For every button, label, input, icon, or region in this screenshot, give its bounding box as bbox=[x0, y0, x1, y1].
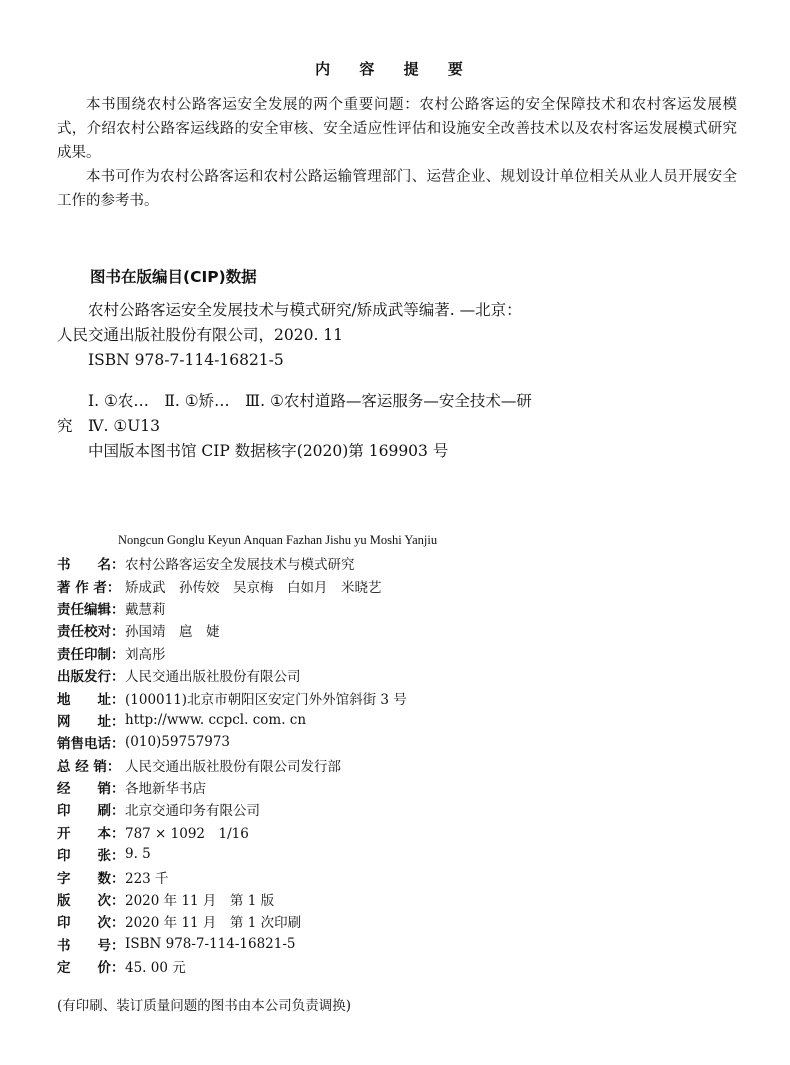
colophon-label: 书 号： bbox=[57, 937, 125, 954]
colophon-value: 人民交通出版社股份有限公司 bbox=[125, 669, 301, 686]
colophon-value: 刘高彤 bbox=[125, 646, 166, 663]
colophon-row bbox=[57, 933, 757, 955]
colophon-label: 定 价： bbox=[57, 960, 125, 977]
colophon-value: ISBN 978-7-114-16821-5 bbox=[125, 935, 296, 952]
colophon-label: 经 销： bbox=[57, 781, 125, 798]
colophon-label: 网 址： bbox=[57, 713, 125, 730]
colophon-row bbox=[57, 642, 757, 664]
colophon-label: 出版发行： bbox=[57, 669, 125, 686]
colophon-table bbox=[57, 552, 757, 977]
colophon-value: 223 千 bbox=[125, 870, 169, 887]
colophon-row bbox=[57, 888, 757, 910]
colophon-row bbox=[57, 552, 757, 574]
colophon-row bbox=[57, 574, 757, 596]
cip-isbn: ISBN 978-7-114-16821-5 bbox=[88, 351, 284, 369]
colophon-row bbox=[57, 776, 757, 798]
colophon-value: 北京交通印务有限公司 bbox=[125, 803, 260, 820]
colophon-label: 责任校对： bbox=[57, 624, 125, 641]
colophon-label: 责任编辑： bbox=[57, 601, 125, 618]
colophon-row bbox=[57, 597, 757, 619]
colophon-row bbox=[57, 821, 757, 843]
cip-heading: 图书在版编目(CIP)数据 bbox=[90, 268, 257, 286]
cip-classification: Ⅰ. ①农… Ⅱ. ①矫… Ⅲ. ①农村道路—客运服务—安全技术—研究 Ⅳ. ①U13 bbox=[57, 392, 532, 435]
colophon-value: 农村公路客运安全发展技术与模式研究 bbox=[125, 557, 355, 574]
colophon-label: 印 刷： bbox=[57, 803, 125, 820]
colophon-value: 人民交通出版社股份有限公司发行部 bbox=[125, 758, 341, 775]
colophon-row bbox=[57, 731, 757, 753]
colophon-row bbox=[57, 686, 757, 708]
colophon-row bbox=[57, 754, 757, 776]
colophon-label: 书 名： bbox=[57, 557, 125, 574]
colophon-value: (100011)北京市朝阳区安定门外外馆斜街 3 号 bbox=[125, 691, 407, 708]
footnote: (有印刷、装订质量问题的图书由本公司负责调换) bbox=[57, 998, 352, 1014]
colophon-value: 戴慧莉 bbox=[125, 601, 166, 618]
abstract-title: 内 容 提 要 bbox=[315, 60, 475, 78]
colophon-label: 责任印制： bbox=[57, 646, 125, 663]
colophon-value: 2020 年 11 月 第 1 版 bbox=[125, 893, 275, 910]
colophon-label: 版 次： bbox=[57, 893, 125, 910]
colophon-value: http://www. ccpcl. com. cn bbox=[125, 711, 307, 728]
colophon-row bbox=[57, 955, 757, 977]
colophon-value: (010)59757973 bbox=[125, 734, 231, 751]
colophon-value: 9. 5 bbox=[125, 846, 151, 863]
colophon-value: 孙国靖 扈 婕 bbox=[125, 624, 220, 641]
colophon-value: 各地新华书店 bbox=[125, 781, 206, 798]
colophon-label: 著 作 者： bbox=[57, 579, 121, 596]
colophon-value: 2020 年 11 月 第 1 次印刷 bbox=[125, 915, 302, 932]
colophon-label: 销售电话： bbox=[57, 736, 125, 753]
colophon-value: 矫成武 孙传姣 吴京梅 白如月 米晓艺 bbox=[125, 579, 382, 596]
pinyin-title: Nongcun Gonglu Keyun Anquan Fazhan Jishu yu Moshi Yanjiu bbox=[118, 533, 438, 547]
colophon-row bbox=[57, 843, 757, 865]
colophon-row bbox=[57, 910, 757, 932]
colophon-row bbox=[57, 798, 757, 820]
colophon-label: 开 本： bbox=[57, 825, 125, 842]
colophon-row bbox=[57, 865, 757, 887]
cip-record-number: 中国版本图书馆 CIP 数据核字(2020)第 169903 号 bbox=[88, 442, 449, 460]
abstract-paragraph: 本书围绕农村公路客运安全发展的两个重要问题：农村公路客运的安全保障技术和农村客运发展模式，介绍农村公路客运线路的安全审核、安全适应性评估和设施安全改善技术以及农村客运发展模式研究成果。 bbox=[57, 97, 737, 161]
abstract-body bbox=[57, 93, 737, 213]
colophon-row bbox=[57, 664, 757, 686]
abstract-paragraph: 本书可作为农村公路客运和农村公路运输管理部门、运营企业、规划设计单位相关从业人员开展安全工作的参考书。 bbox=[57, 169, 737, 209]
colophon-row bbox=[57, 709, 757, 731]
colophon-label: 地 址： bbox=[57, 691, 125, 708]
colophon-label: 字 数： bbox=[57, 870, 125, 887]
colophon-label: 印 次： bbox=[57, 915, 125, 932]
cip-record bbox=[57, 298, 537, 464]
colophon-label: 总 经 销： bbox=[57, 758, 121, 775]
colophon-row bbox=[57, 619, 757, 641]
cip-title-line: 农村公路客运安全发展技术与模式研究/矫成武等编著. —北京：人民交通出版社股份有限公司，2020. 11 bbox=[57, 301, 522, 344]
colophon-value: 45. 00 元 bbox=[125, 960, 186, 977]
colophon-value: 787 × 1092 1/16 bbox=[125, 825, 249, 842]
colophon-label: 印 张： bbox=[57, 848, 125, 865]
